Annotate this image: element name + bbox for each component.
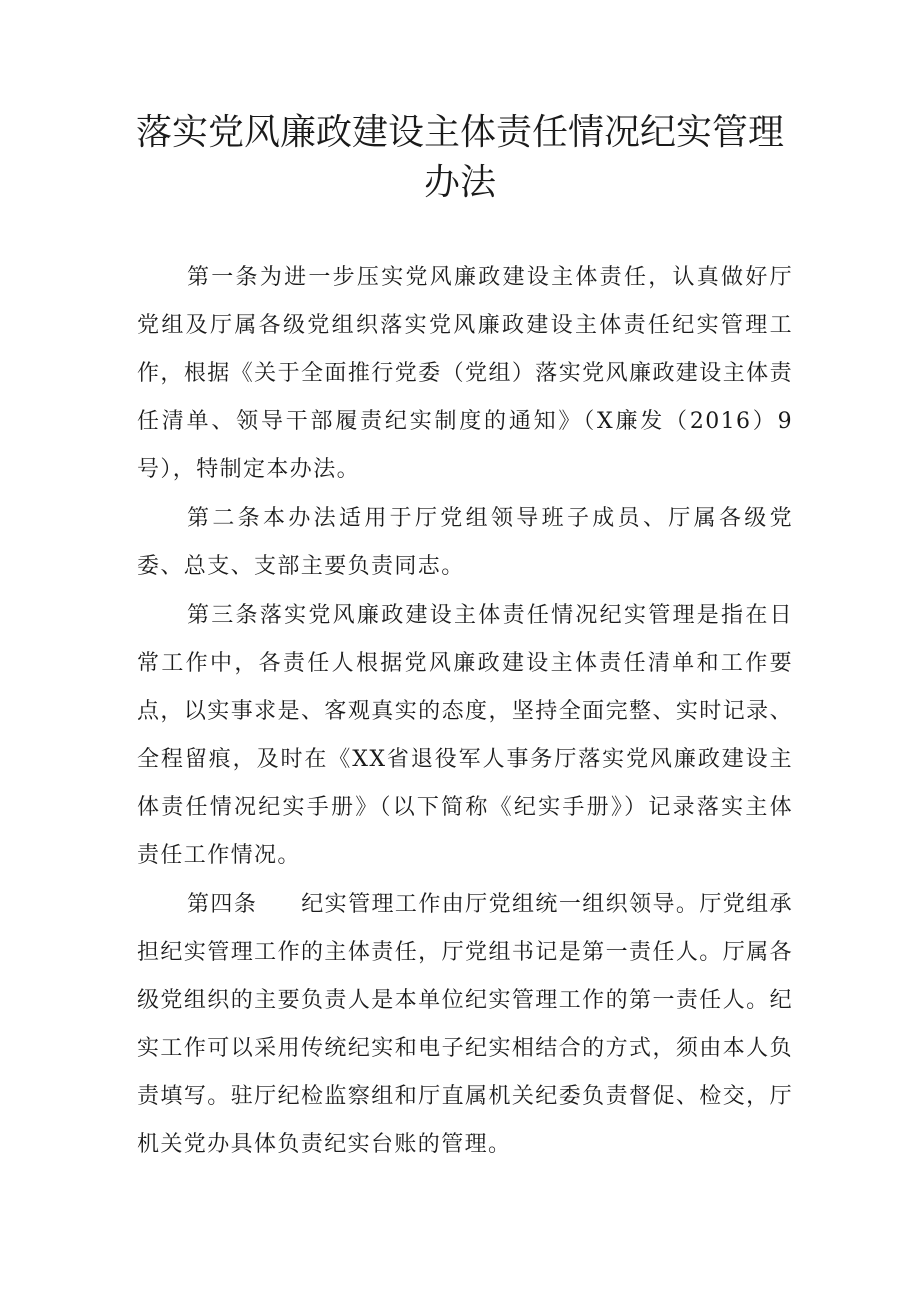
article-number: 第二条 <box>187 506 263 531</box>
article-text: 本办法适用于厅党组领导班子成员、厅属各级党委、总支、支部主要负责同志。 <box>137 506 794 579</box>
article-number: 第一条 <box>187 265 260 290</box>
article-number: 第四条 <box>187 892 258 917</box>
article-1 <box>137 254 793 494</box>
article-text: 纪实管理工作由厅党组统一组织领导。厅党组承担纪实管理工作的主体责任，厅党组书记是第一责任人。厅属各级党组织的主要负责人是本单位纪实管理工作的第一责任人。纪实工作可以采用传统纪实和电子纪实相结合的方式，须由本人负责填写。驻厅纪检监察组和厅直属机关纪委负责督促、检交，厅机关党办具体负责纪实台账的管理。 <box>137 892 793 1157</box>
article-text: 落实党风廉政建设主体责任情况纪实管理是指在日常工作中，各责任人根据党风廉政建设主体责任清单和工作要点，以实事求是、客观真实的态度，坚持全面完整、实时记录、全程留痕，及时在《XX省退役军人事务厅落实党风廉政建设主体责任情况纪实手册》（以下简称《纪实手册》）记录落实主体责任工作情况。 <box>137 603 793 868</box>
article-2 <box>137 495 793 591</box>
document-title: 落实党风廉政建设主体责任情况纪实管理办法 <box>135 112 784 203</box>
document-body <box>137 254 793 1169</box>
article-text: 为进一步压实党风廉政建设主体责任，认真做好厅党组及厅属各级党组织落实党风廉政建设主体责任纪实管理工作，根据《关于全面推行党委（党组）落实党风廉政建设主体责任清单、领导干部履责纪实制度的通知》（X廉发（2016）9号），特制定本办法。 <box>137 265 793 482</box>
article-4 <box>137 881 793 1169</box>
article-number: 第三条 <box>187 603 260 628</box>
article-3 <box>137 592 793 880</box>
